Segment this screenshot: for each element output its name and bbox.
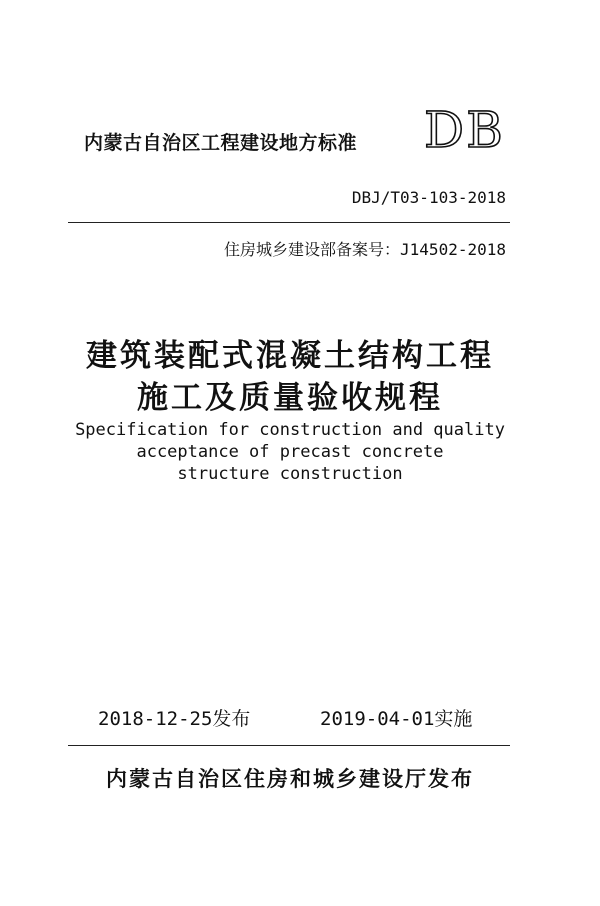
title-english-line-3: structure construction: [177, 464, 403, 484]
title-chinese-line-2: 施工及质量验收规程: [137, 380, 443, 416]
top-divider: [68, 222, 510, 223]
issue-date: [98, 704, 250, 731]
standard-type-heading: 内蒙古自治区工程建设地方标准: [84, 132, 358, 154]
record-value: J14502-2018: [400, 240, 506, 259]
db-logo: DB: [424, 101, 505, 159]
issue-date-value: 2018-12-25: [98, 708, 213, 730]
publisher: 内蒙古自治区住房和城乡建设厅发布: [106, 767, 474, 791]
record-label: 住房城乡建设部备案号：: [224, 240, 401, 259]
record-number: [224, 237, 506, 260]
title-english-line-1: Specification for construction and quality: [75, 420, 505, 440]
bottom-divider: [68, 745, 510, 746]
implementation-date-label: 实施: [434, 708, 473, 730]
issue-date-label: 发布: [212, 708, 251, 730]
implementation-date: [320, 704, 472, 731]
standard-number: DBJ/T03-103-2018: [351, 188, 506, 207]
implementation-date-value: 2019-04-01: [320, 708, 435, 730]
title-chinese-line-1: 建筑装配式混凝土结构工程: [86, 338, 494, 374]
title-english-line-2: acceptance of precast concrete: [136, 442, 444, 462]
